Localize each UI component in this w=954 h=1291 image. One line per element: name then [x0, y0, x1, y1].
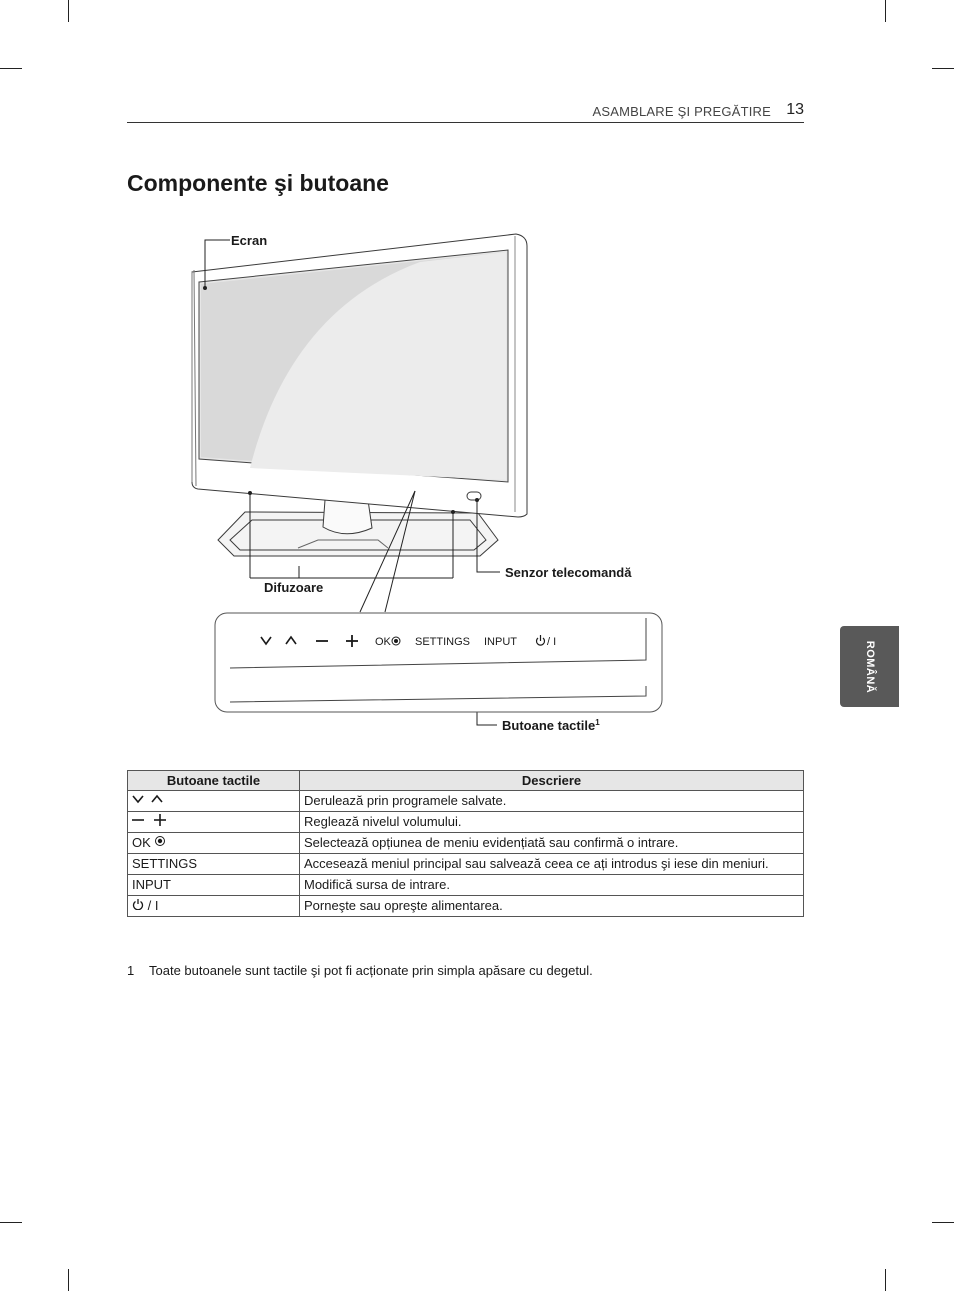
table-row — [128, 812, 804, 833]
crop-mark — [885, 0, 886, 22]
tv-components-diagram — [0, 220, 954, 740]
crop-mark — [0, 1222, 22, 1223]
input-button-label[interactable]: INPUT — [484, 636, 517, 648]
page-title: Componente şi butoane — [127, 170, 389, 196]
crop-mark — [885, 1269, 886, 1291]
table-header-cell: Butoane tactile — [128, 771, 300, 791]
speakers-label: Difuzoare — [264, 580, 324, 595]
crop-mark — [68, 1269, 69, 1291]
table-row — [128, 791, 804, 812]
power-label: / I — [147, 898, 159, 913]
settings-button-label[interactable]: SETTINGS — [415, 636, 471, 648]
language-tab-label: ROMÂNĂ — [863, 640, 876, 693]
description-cell: Porneşte sau opreşte alimentarea. — [300, 896, 804, 917]
description-cell: Derulează prin programele salvate. — [300, 791, 804, 812]
page-number: 13 — [786, 101, 804, 118]
touch-button-panel — [215, 613, 662, 712]
section-title: ASAMBLARE ŞI PREGĂTIRE — [592, 104, 771, 119]
crop-mark — [0, 68, 22, 69]
footnote-number: 1 — [127, 963, 135, 978]
power-button-label[interactable]: / I — [547, 636, 557, 648]
description-cell: Reglează nivelul volumului. — [300, 812, 804, 833]
table-header-cell: Descriere — [300, 771, 804, 791]
minus-plus-icon — [132, 814, 168, 826]
table-row — [128, 854, 804, 875]
remote-sensor-label: Senzor telecomandă — [505, 565, 632, 580]
button-cell — [128, 896, 300, 917]
description-cell: Modifică sursa de intrare. — [300, 875, 804, 896]
button-cell — [128, 791, 300, 812]
touch-buttons-table — [127, 770, 804, 917]
ok-button-label[interactable]: OK — [375, 636, 391, 648]
crop-mark — [932, 1222, 954, 1223]
crop-mark — [68, 0, 69, 22]
footnote — [127, 963, 593, 978]
table-header-row — [128, 771, 804, 791]
language-tab — [840, 626, 899, 707]
touch-buttons-label: Butoane tactile$^1$ — [502, 718, 600, 733]
table-row — [128, 833, 804, 854]
button-cell — [128, 833, 300, 854]
chevron-down-up-icon — [132, 793, 168, 805]
button-cell: SETTINGS — [128, 854, 300, 875]
ok-label: OK — [132, 835, 151, 850]
ok-circle-icon — [154, 835, 166, 847]
description-cell: Selectează opțiunea de meniu evidențiată sau confirmă o intrare. — [300, 833, 804, 854]
power-icon — [132, 898, 144, 910]
crop-mark — [932, 68, 954, 69]
table-row — [128, 875, 804, 896]
button-cell: INPUT — [128, 875, 300, 896]
button-cell — [128, 812, 300, 833]
table-row — [128, 896, 804, 917]
footnote-text: Toate butoanele sunt tactile şi pot fi acționate prin simpla apăsare cu degetul. — [149, 963, 593, 978]
description-cell: Accesează meniul principal sau salvează ceea ce ați introdus şi iese din meniuri. — [300, 854, 804, 875]
page-header — [127, 100, 804, 123]
screen-label: Ecran — [231, 233, 268, 248]
